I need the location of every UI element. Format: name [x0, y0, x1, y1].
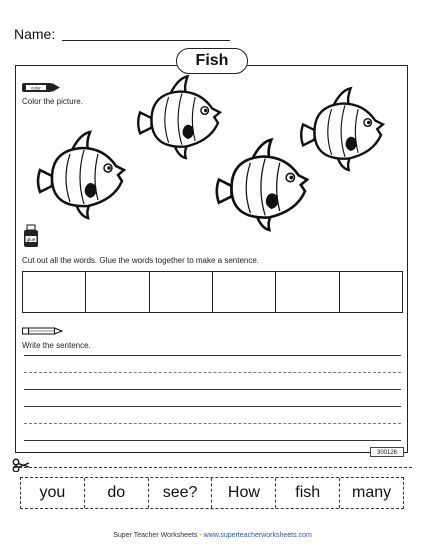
- glue-instruction: Cut out all the words. Glue the words together to make a sentence.: [22, 256, 260, 265]
- worksheet-title: Fish: [176, 48, 248, 74]
- writing-guide-line: [24, 423, 401, 424]
- cut-word[interactable]: do: [85, 478, 149, 508]
- cut-out-words: [20, 477, 404, 509]
- glue-box[interactable]: [340, 272, 402, 312]
- scissors-icon: [12, 458, 30, 472]
- footer: [0, 532, 425, 539]
- fish-drawing: [301, 88, 383, 170]
- cut-word[interactable]: fish: [276, 478, 340, 508]
- footer-brand: Super Teacher Worksheets -: [113, 532, 204, 539]
- writing-line[interactable]: [24, 389, 401, 390]
- glue-box[interactable]: [86, 272, 149, 312]
- writing-guide-line: [24, 372, 401, 373]
- writing-line[interactable]: [24, 440, 401, 441]
- glue-box[interactable]: [150, 272, 213, 312]
- cut-word[interactable]: How: [212, 478, 276, 508]
- glue-box[interactable]: [213, 272, 276, 312]
- fish-drawing: [138, 76, 220, 158]
- fish-drawings: [0, 0, 425, 250]
- cut-line: [14, 467, 412, 468]
- glue-box[interactable]: [276, 272, 339, 312]
- cut-word[interactable]: many: [351, 484, 392, 501]
- name-label: Name:: [14, 26, 56, 42]
- pencil-icon: [22, 327, 64, 335]
- write-instruction: Write the sentence.: [22, 341, 91, 350]
- fish-drawing: [38, 132, 124, 218]
- worksheet-code: 300126: [370, 447, 404, 457]
- glue-icon-text: glue: [26, 236, 36, 242]
- fish-drawing: [217, 140, 307, 230]
- glue-word-boxes: [22, 271, 403, 313]
- footer-url[interactable]: www.superteacherworksheets.com: [203, 532, 312, 539]
- cut-word[interactable]: see?: [149, 478, 213, 508]
- writing-line[interactable]: [24, 355, 401, 356]
- crayon-icon-text: color: [31, 85, 41, 91]
- color-instruction: Color the picture.: [22, 97, 83, 106]
- writing-line[interactable]: [24, 406, 401, 407]
- cut-word[interactable]: you: [21, 478, 85, 508]
- glue-box[interactable]: [23, 272, 86, 312]
- glue-icon: [22, 224, 42, 248]
